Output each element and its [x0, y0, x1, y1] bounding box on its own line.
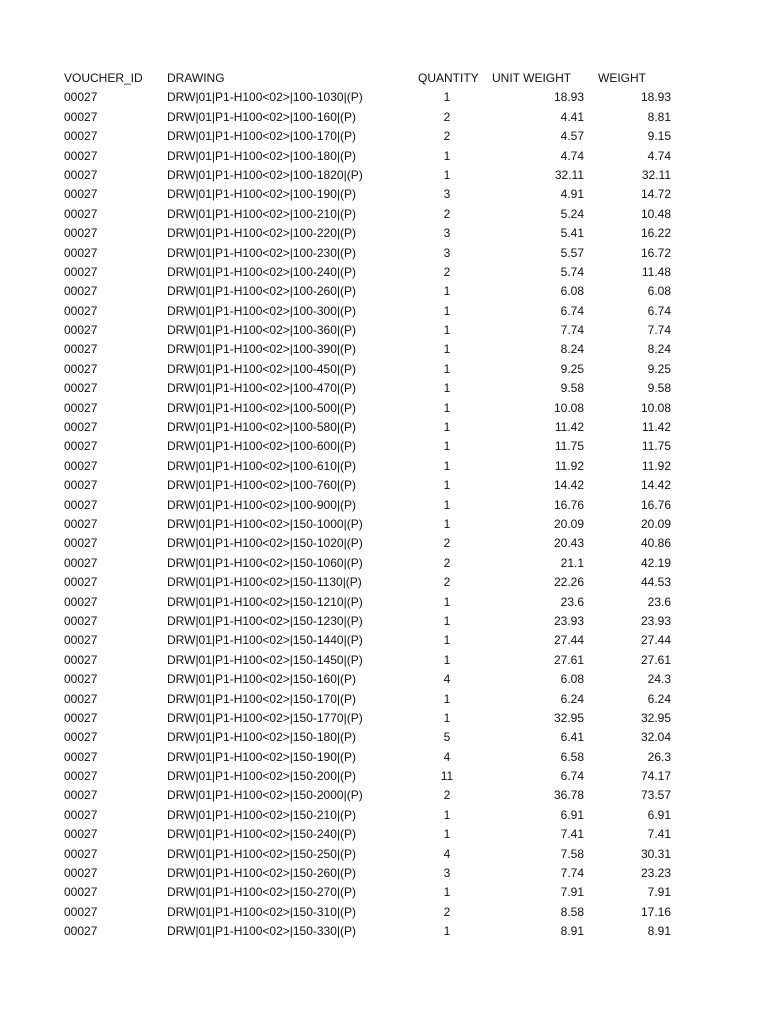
weight-cell: 16.72: [640, 245, 671, 260]
voucher-id-cell: 00027: [64, 497, 98, 512]
table-row: [0, 922, 768, 941]
weight-cell: 16.76: [640, 497, 671, 512]
table-row: [0, 399, 768, 418]
table-row: [0, 496, 768, 515]
drawing-cell: DRW|01|P1-H100<02>|100-170|(P): [167, 129, 357, 144]
weight-cell: 11.42: [641, 420, 671, 435]
weight-cell: 11.48: [641, 264, 671, 279]
quantity-cell: 1: [443, 361, 451, 376]
quantity-cell: 1: [443, 710, 451, 725]
quantity-cell: 1: [443, 381, 451, 396]
unit-weight-cell: 6.08: [560, 672, 584, 687]
voucher-id-cell: 00027: [64, 439, 98, 454]
quantity-cell: 2: [443, 788, 451, 803]
table-row: [0, 806, 768, 825]
drawing-cell: DRW|01|P1-H100<02>|100-390|(P): [167, 342, 357, 357]
table-row: [0, 360, 768, 379]
voucher-id-cell: 00027: [64, 885, 98, 900]
unit-weight-cell: 5.57: [560, 245, 584, 260]
weight-cell: 6.24: [647, 691, 671, 706]
unit-weight-cell: 5.24: [560, 206, 584, 221]
table-row: [0, 690, 768, 709]
drawing-cell: DRW|01|P1-H100<02>|100-180|(P): [167, 148, 357, 163]
unit-weight-cell: 6.58: [560, 749, 584, 764]
weight-cell: 9.25: [647, 361, 671, 376]
voucher-id-cell: 00027: [64, 575, 98, 590]
table-row: [0, 340, 768, 359]
table-row: [0, 302, 768, 321]
table-row: [0, 767, 768, 786]
weight-cell: 9.15: [647, 129, 671, 144]
unit-weight-cell: 23.6: [560, 594, 584, 609]
table-row: [0, 651, 768, 670]
voucher-id-cell: 00027: [64, 167, 98, 182]
weight-cell: 16.22: [640, 226, 671, 241]
weight-cell: 27.44: [640, 633, 671, 648]
unit-weight-cell: 5.41: [560, 226, 584, 241]
unit-weight-cell: 9.25: [560, 361, 584, 376]
unit-weight-cell: 8.24: [560, 342, 584, 357]
table-row: [0, 321, 768, 340]
voucher-id-cell: 00027: [64, 730, 98, 745]
table-row: [0, 864, 768, 883]
drawing-cell: DRW|01|P1-H100<02>|150-1450|(P): [167, 652, 363, 667]
quantity-cell: 4: [443, 749, 451, 764]
weight-cell: 18.93: [640, 90, 671, 105]
weight-cell: 7.41: [647, 827, 671, 842]
weight-cell: 32.04: [640, 730, 671, 745]
quantity-cell: 1: [443, 652, 451, 667]
voucher-id-cell: 00027: [64, 633, 98, 648]
weight-cell: 44.53: [640, 575, 671, 590]
unit-weight-cell: 10.08: [553, 400, 584, 415]
voucher-id-cell: 00027: [64, 827, 98, 842]
weight-cell: 14.72: [640, 187, 671, 202]
weight-cell: 6.08: [647, 284, 671, 299]
unit-weight-cell: 9.58: [560, 381, 584, 396]
quantity-cell: 1: [443, 439, 451, 454]
weight-cell: 6.91: [647, 807, 671, 822]
quantity-cell: 2: [443, 536, 451, 551]
table-row: [0, 612, 768, 631]
quantity-cell: 1: [443, 478, 451, 493]
unit-weight-cell: 20.09: [553, 516, 584, 531]
table-row: [0, 88, 768, 107]
weight-cell: 74.17: [640, 769, 671, 784]
voucher-id-cell: 00027: [64, 284, 98, 299]
weight-cell: 26.3: [647, 749, 671, 764]
table-row: [0, 515, 768, 534]
unit-weight-cell: 6.41: [560, 730, 584, 745]
voucher-id-cell: 00027: [64, 807, 98, 822]
drawing-cell: DRW|01|P1-H100<02>|150-190|(P): [167, 749, 357, 764]
drawing-cell: DRW|01|P1-H100<02>|100-300|(P): [167, 303, 357, 318]
weight-cell: 7.74: [647, 323, 671, 338]
weight-cell: 17.16: [640, 904, 671, 919]
drawing-cell: DRW|01|P1-H100<02>|100-260|(P): [167, 284, 357, 299]
quantity-cell: 4: [443, 846, 451, 861]
quantity-cell: 1: [443, 613, 451, 628]
weight-cell: 10.48: [640, 206, 671, 221]
data-table: [0, 69, 768, 942]
voucher-id-cell: 00027: [64, 148, 98, 163]
voucher-id-cell: 00027: [64, 652, 98, 667]
table-row: [0, 593, 768, 612]
voucher-id-cell: 00027: [64, 381, 98, 396]
header-quantity: QUANTITY: [418, 71, 479, 85]
drawing-cell: DRW|01|P1-H100<02>|100-600|(P): [167, 439, 357, 454]
weight-cell: 7.91: [647, 885, 671, 900]
header-row: [0, 69, 768, 88]
voucher-id-cell: 00027: [64, 90, 98, 105]
unit-weight-cell: 6.08: [560, 284, 584, 299]
drawing-cell: DRW|01|P1-H100<02>|150-1000|(P): [167, 516, 363, 531]
voucher-id-cell: 00027: [64, 613, 98, 628]
table-row: [0, 573, 768, 592]
header-unit-weight: UNIT WEIGHT: [492, 71, 572, 85]
table-row: [0, 748, 768, 767]
unit-weight-cell: 8.58: [560, 904, 584, 919]
weight-cell: 4.74: [647, 148, 671, 163]
drawing-cell: DRW|01|P1-H100<02>|150-1770|(P): [167, 710, 363, 725]
quantity-cell: 1: [443, 807, 451, 822]
quantity-cell: 1: [443, 90, 451, 105]
weight-cell: 10.08: [640, 400, 671, 415]
drawing-cell: DRW|01|P1-H100<02>|100-1820|(P): [167, 167, 363, 182]
quantity-cell: 1: [443, 342, 451, 357]
voucher-id-cell: 00027: [64, 264, 98, 279]
drawing-cell: DRW|01|P1-H100<02>|100-220|(P): [167, 226, 357, 241]
weight-cell: 8.81: [647, 109, 671, 124]
table-row: [0, 108, 768, 127]
voucher-id-cell: 00027: [64, 458, 98, 473]
voucher-id-cell: 00027: [64, 420, 98, 435]
weight-cell: 14.42: [640, 478, 671, 493]
table-row: [0, 379, 768, 398]
quantity-cell: 3: [443, 226, 451, 241]
quantity-cell: 11: [440, 769, 454, 784]
voucher-id-cell: 00027: [64, 109, 98, 124]
drawing-cell: DRW|01|P1-H100<02>|150-1060|(P): [167, 555, 363, 570]
quantity-cell: 2: [443, 264, 451, 279]
drawing-cell: DRW|01|P1-H100<02>|100-760|(P): [167, 478, 357, 493]
unit-weight-cell: 11.92: [554, 458, 584, 473]
voucher-id-cell: 00027: [64, 846, 98, 861]
quantity-cell: 2: [443, 129, 451, 144]
voucher-id-cell: 00027: [64, 129, 98, 144]
table-row: [0, 631, 768, 650]
voucher-id-cell: 00027: [64, 769, 98, 784]
quantity-cell: 1: [443, 167, 451, 182]
weight-cell: 11.92: [641, 458, 671, 473]
drawing-cell: DRW|01|P1-H100<02>|100-1030|(P): [167, 90, 363, 105]
quantity-cell: 1: [443, 284, 451, 299]
voucher-id-cell: 00027: [64, 342, 98, 357]
quantity-cell: 1: [443, 458, 451, 473]
quantity-cell: 1: [443, 303, 451, 318]
voucher-id-cell: 00027: [64, 924, 98, 939]
unit-weight-cell: 27.44: [553, 633, 584, 648]
table-row: [0, 418, 768, 437]
table-row: [0, 883, 768, 902]
table-row: [0, 127, 768, 146]
voucher-id-cell: 00027: [64, 303, 98, 318]
unit-weight-cell: 7.41: [560, 827, 584, 842]
drawing-cell: DRW|01|P1-H100<02>|150-1130|(P): [167, 575, 362, 590]
drawing-cell: DRW|01|P1-H100<02>|150-2000|(P): [167, 788, 363, 803]
drawing-cell: DRW|01|P1-H100<02>|150-210|(P): [167, 807, 357, 822]
voucher-id-cell: 00027: [64, 187, 98, 202]
header-voucher-id: VOUCHER_ID: [64, 71, 143, 85]
drawing-cell: DRW|01|P1-H100<02>|100-230|(P): [167, 245, 357, 260]
drawing-cell: DRW|01|P1-H100<02>|100-450|(P): [167, 361, 357, 376]
voucher-id-cell: 00027: [64, 323, 98, 338]
table-row: [0, 476, 768, 495]
quantity-cell: 1: [443, 148, 451, 163]
unit-weight-cell: 22.26: [553, 575, 584, 590]
table-row: [0, 534, 768, 553]
quantity-cell: 1: [443, 691, 451, 706]
quantity-cell: 2: [443, 206, 451, 221]
voucher-id-cell: 00027: [64, 361, 98, 376]
voucher-id-cell: 00027: [64, 904, 98, 919]
quantity-cell: 3: [443, 866, 451, 881]
drawing-cell: DRW|01|P1-H100<02>|100-160|(P): [167, 109, 357, 124]
unit-weight-cell: 23.93: [553, 613, 584, 628]
table-row: [0, 786, 768, 805]
voucher-id-cell: 00027: [64, 866, 98, 881]
unit-weight-cell: 32.95: [553, 710, 584, 725]
unit-weight-cell: 6.24: [560, 691, 584, 706]
unit-weight-cell: 11.42: [554, 420, 584, 435]
drawing-cell: DRW|01|P1-H100<02>|100-240|(P): [167, 264, 357, 279]
quantity-cell: 2: [443, 109, 451, 124]
weight-cell: 11.75: [641, 439, 671, 454]
voucher-id-cell: 00027: [64, 226, 98, 241]
unit-weight-cell: 14.42: [553, 478, 584, 493]
weight-cell: 23.93: [640, 613, 671, 628]
drawing-cell: DRW|01|P1-H100<02>|150-240|(P): [167, 827, 357, 842]
unit-weight-cell: 16.76: [553, 497, 584, 512]
unit-weight-cell: 7.91: [560, 885, 584, 900]
voucher-id-cell: 00027: [64, 400, 98, 415]
unit-weight-cell: 4.91: [560, 187, 584, 202]
drawing-cell: DRW|01|P1-H100<02>|150-270|(P): [167, 885, 357, 900]
quantity-cell: 1: [443, 885, 451, 900]
drawing-cell: DRW|01|P1-H100<02>|100-210|(P): [167, 206, 357, 221]
weight-cell: 27.61: [640, 652, 671, 667]
unit-weight-cell: 32.11: [554, 167, 584, 182]
voucher-id-cell: 00027: [64, 749, 98, 764]
voucher-id-cell: 00027: [64, 691, 98, 706]
unit-weight-cell: 4.74: [560, 148, 584, 163]
unit-weight-cell: 18.93: [553, 90, 584, 105]
voucher-id-cell: 00027: [64, 710, 98, 725]
voucher-id-cell: 00027: [64, 788, 98, 803]
weight-cell: 32.95: [640, 710, 671, 725]
weight-cell: 32.11: [641, 167, 671, 182]
weight-cell: 20.09: [640, 516, 671, 531]
unit-weight-cell: 4.57: [560, 129, 584, 144]
table-row: [0, 845, 768, 864]
drawing-cell: DRW|01|P1-H100<02>|150-1230|(P): [167, 613, 363, 628]
unit-weight-cell: 11.75: [554, 439, 584, 454]
table-row: [0, 166, 768, 185]
table-row: [0, 728, 768, 747]
weight-cell: 6.74: [647, 303, 671, 318]
voucher-id-cell: 00027: [64, 555, 98, 570]
voucher-id-cell: 00027: [64, 516, 98, 531]
quantity-cell: 2: [443, 575, 451, 590]
weight-cell: 30.31: [640, 846, 671, 861]
drawing-cell: DRW|01|P1-H100<02>|150-170|(P): [167, 691, 357, 706]
drawing-cell: DRW|01|P1-H100<02>|100-610|(P): [167, 458, 357, 473]
weight-cell: 42.19: [640, 555, 671, 570]
unit-weight-cell: 6.74: [560, 303, 584, 318]
drawing-cell: DRW|01|P1-H100<02>|100-470|(P): [167, 381, 357, 396]
drawing-cell: DRW|01|P1-H100<02>|150-310|(P): [167, 904, 357, 919]
unit-weight-cell: 36.78: [553, 788, 584, 803]
unit-weight-cell: 7.74: [560, 866, 584, 881]
unit-weight-cell: 8.91: [560, 924, 584, 939]
drawing-cell: DRW|01|P1-H100<02>|150-250|(P): [167, 846, 357, 861]
quantity-cell: 1: [443, 633, 451, 648]
unit-weight-cell: 20.43: [553, 536, 584, 551]
drawing-cell: DRW|01|P1-H100<02>|150-200|(P): [167, 769, 357, 784]
table-row: [0, 244, 768, 263]
table-row: [0, 457, 768, 476]
drawing-cell: DRW|01|P1-H100<02>|100-500|(P): [167, 400, 357, 415]
drawing-cell: DRW|01|P1-H100<02>|150-160|(P): [167, 672, 357, 687]
quantity-cell: 2: [443, 904, 451, 919]
weight-cell: 8.24: [647, 342, 671, 357]
drawing-cell: DRW|01|P1-H100<02>|150-1440|(P): [167, 633, 363, 648]
table-row: [0, 670, 768, 689]
unit-weight-cell: 7.74: [560, 323, 584, 338]
unit-weight-cell: 21.1: [560, 555, 584, 570]
quantity-cell: 1: [443, 420, 451, 435]
voucher-id-cell: 00027: [64, 245, 98, 260]
voucher-id-cell: 00027: [64, 536, 98, 551]
drawing-cell: DRW|01|P1-H100<02>|150-330|(P): [167, 924, 357, 939]
quantity-cell: 1: [443, 323, 451, 338]
quantity-cell: 1: [443, 827, 451, 842]
quantity-cell: 5: [443, 730, 451, 745]
quantity-cell: 1: [443, 924, 451, 939]
drawing-cell: DRW|01|P1-H100<02>|150-260|(P): [167, 866, 357, 881]
table-row: [0, 205, 768, 224]
table-body: [0, 88, 768, 941]
voucher-id-cell: 00027: [64, 206, 98, 221]
table-row: [0, 263, 768, 282]
voucher-id-cell: 00027: [64, 594, 98, 609]
weight-cell: 23.23: [640, 866, 671, 881]
unit-weight-cell: 7.58: [560, 846, 584, 861]
voucher-id-cell: 00027: [64, 672, 98, 687]
drawing-cell: DRW|01|P1-H100<02>|100-580|(P): [167, 420, 357, 435]
quantity-cell: 1: [443, 400, 451, 415]
quantity-cell: 4: [443, 672, 451, 687]
quantity-cell: 3: [443, 187, 451, 202]
table-row: [0, 147, 768, 166]
drawing-cell: DRW|01|P1-H100<02>|150-1210|(P): [167, 594, 363, 609]
drawing-cell: DRW|01|P1-H100<02>|150-180|(P): [167, 730, 357, 745]
header-drawing: DRAWING: [167, 71, 225, 85]
weight-cell: 9.58: [647, 381, 671, 396]
quantity-cell: 1: [443, 497, 451, 512]
unit-weight-cell: 6.91: [560, 807, 584, 822]
header-weight: WEIGHT: [598, 71, 646, 85]
unit-weight-cell: 4.41: [560, 109, 584, 124]
drawing-cell: DRW|01|P1-H100<02>|150-1020|(P): [167, 536, 363, 551]
weight-cell: 23.6: [647, 594, 671, 609]
table-row: [0, 554, 768, 573]
table-row: [0, 282, 768, 301]
table-row: [0, 224, 768, 243]
weight-cell: 40.86: [640, 536, 671, 551]
quantity-cell: 1: [443, 594, 451, 609]
unit-weight-cell: 27.61: [553, 652, 584, 667]
table-row: [0, 437, 768, 456]
weight-cell: 8.91: [647, 924, 671, 939]
unit-weight-cell: 5.74: [560, 264, 584, 279]
table-row: [0, 709, 768, 728]
unit-weight-cell: 6.74: [560, 769, 584, 784]
weight-cell: 24.3: [647, 672, 671, 687]
quantity-cell: 3: [443, 245, 451, 260]
drawing-cell: DRW|01|P1-H100<02>|100-900|(P): [167, 497, 357, 512]
table-row: [0, 903, 768, 922]
table-row: [0, 825, 768, 844]
weight-cell: 73.57: [640, 788, 671, 803]
voucher-id-cell: 00027: [64, 478, 98, 493]
quantity-cell: 2: [443, 555, 451, 570]
drawing-cell: DRW|01|P1-H100<02>|100-360|(P): [167, 323, 357, 338]
drawing-cell: DRW|01|P1-H100<02>|100-190|(P): [167, 187, 357, 202]
quantity-cell: 1: [443, 516, 451, 531]
table-row: [0, 185, 768, 204]
